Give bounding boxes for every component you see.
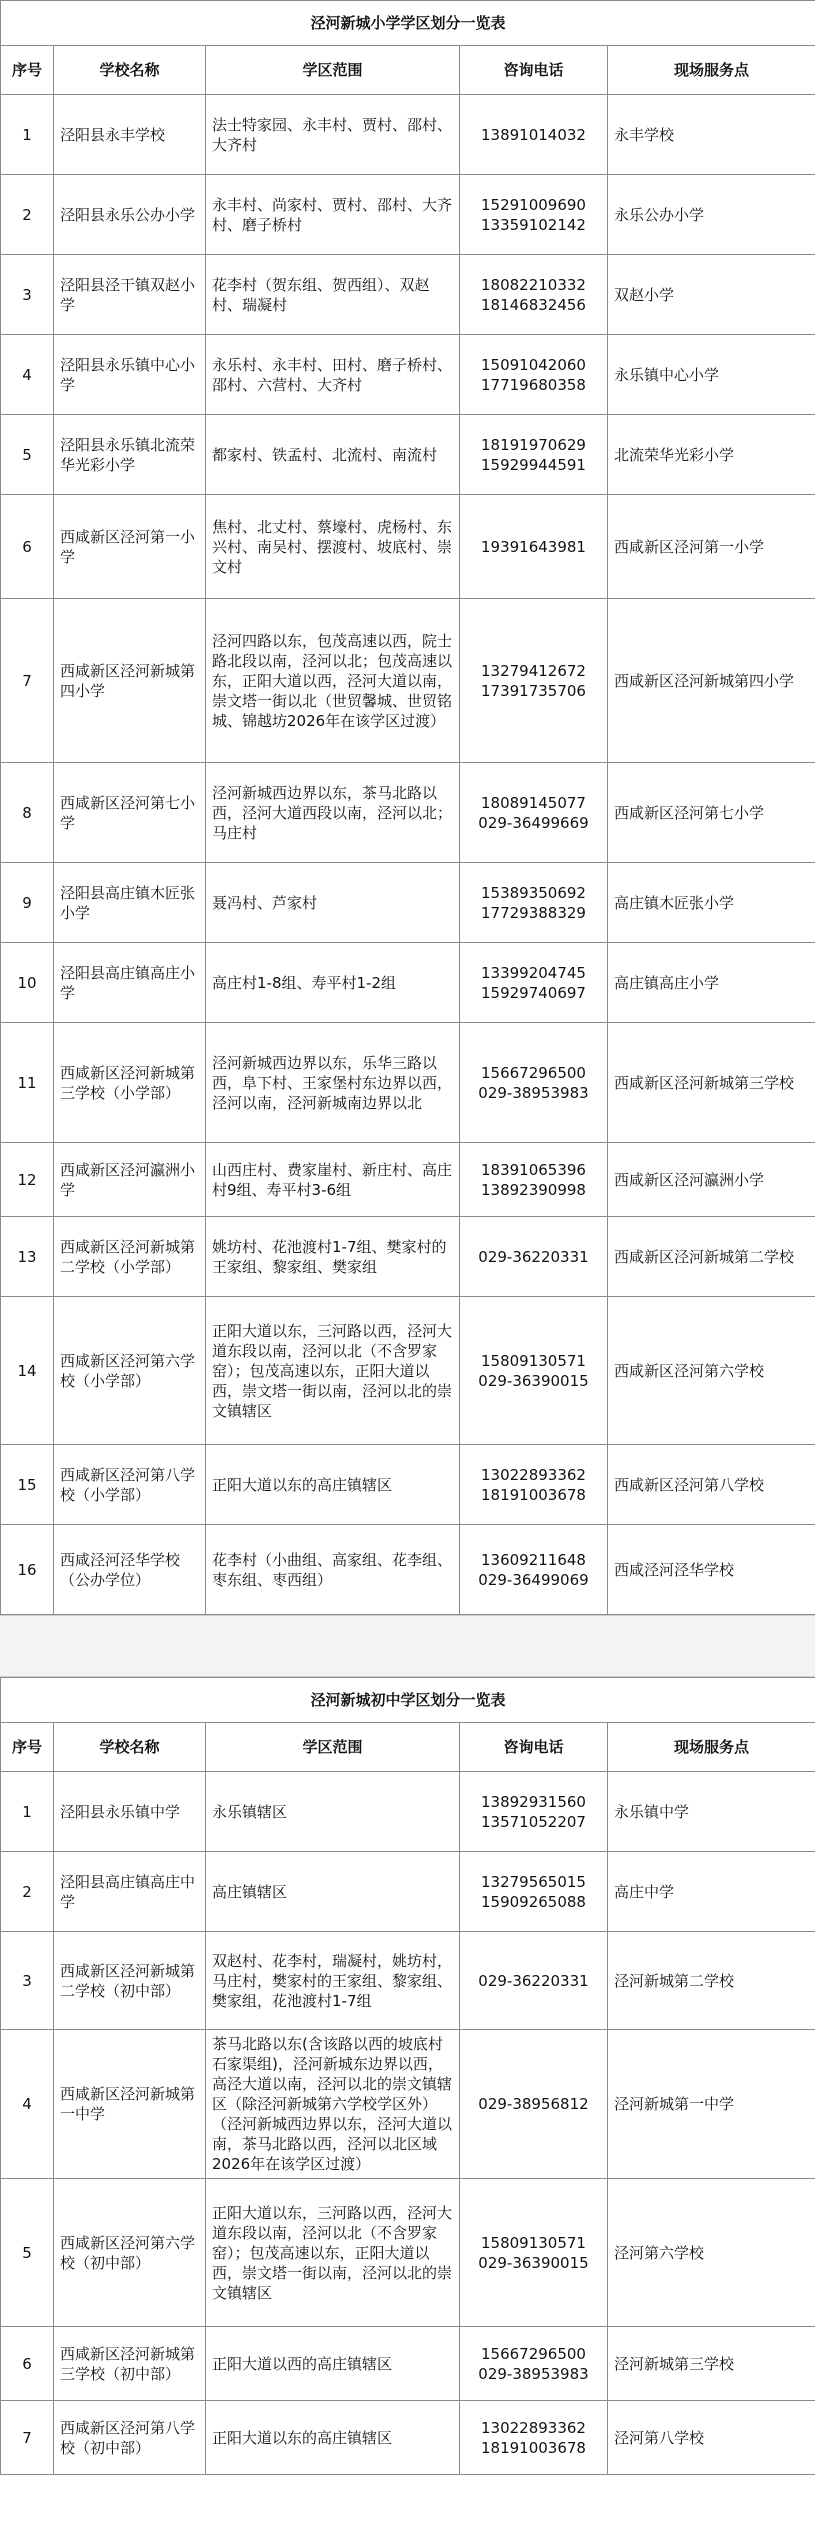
contact-phone: 13609211648 029-36499069 (460, 1525, 608, 1615)
district-range: 正阳大道以东，三河路以西，泾河大道东段以南，泾河以北（不含罗家窑）；包茂高速以东，正阳大道以西，崇文塔一街以南，泾河以北的崇文镇辖区 (206, 1297, 460, 1445)
table-row (1, 2179, 815, 2327)
district-range: 永乐村、永丰村、田村、磨子桥村、邵村、六营村、大齐村 (206, 335, 460, 415)
service-point: 西咸新区泾河瀛洲小学 (608, 1143, 815, 1217)
row-number: 7 (1, 2401, 54, 2475)
district-range: 花李村（贺东组、贺西组）、双赵村、瑞凝村 (206, 255, 460, 335)
header-point: 现场服务点 (608, 46, 815, 95)
table-row (1, 1525, 815, 1615)
service-point: 双赵小学 (608, 255, 815, 335)
school-name: 西咸新区泾河第六学校（小学部） (54, 1297, 206, 1445)
table-row (1, 1143, 815, 1217)
district-range: 高庄村1-8组、寿平村1-2组 (206, 943, 460, 1023)
table-row (1, 1772, 815, 1852)
district-range: 永丰村、尚家村、贾村、邵村、大齐村、磨子桥村 (206, 175, 460, 255)
school-name: 泾阳县泾干镇双赵小学 (54, 255, 206, 335)
table-row (1, 415, 815, 495)
header-phone: 咨询电话 (460, 46, 608, 95)
school-name: 西咸泾河泾华学校（公办学位） (54, 1525, 206, 1615)
contact-phone: 18089145077 029-36499669 (460, 763, 608, 863)
district-range: 法士特家园、永丰村、贾村、邵村、大齐村 (206, 95, 460, 175)
middle-table-title: 泾河新城初中学区划分一览表 (1, 1678, 815, 1723)
service-point: 泾河第六学校 (608, 2179, 815, 2327)
service-point: 泾河新城第三学校 (608, 2327, 815, 2401)
district-range: 聂冯村、芦家村 (206, 863, 460, 943)
table-row (1, 1445, 815, 1525)
district-range: 花李村（小曲组、高家组、花李组、枣东组、枣西组） (206, 1525, 460, 1615)
school-name: 泾阳县高庄镇高庄小学 (54, 943, 206, 1023)
table-row (1, 1297, 815, 1445)
district-range: 正阳大道以东，三河路以西，泾河大道东段以南，泾河以北（不含罗家窑）；包茂高速以东，正阳大道以西，崇文塔一街以南，泾河以北的崇文镇辖区 (206, 2179, 460, 2327)
service-point: 永丰学校 (608, 95, 815, 175)
service-point: 永乐公办小学 (608, 175, 815, 255)
school-name: 西咸新区泾河第八学校（小学部） (54, 1445, 206, 1525)
contact-phone: 15809130571 029-36390015 (460, 1297, 608, 1445)
contact-phone: 15667296500 029-38953983 (460, 2327, 608, 2401)
row-number: 6 (1, 2327, 54, 2401)
header-no: 序号 (1, 46, 54, 95)
district-range: 泾河新城西边界以东，乐华三路以西，阜下村、王家堡村东边界以西，泾河以南，泾河新城南边界以北 (206, 1023, 460, 1143)
service-point: 泾河第八学校 (608, 2401, 815, 2475)
service-point: 永乐镇中学 (608, 1772, 815, 1852)
service-point: 西咸新区泾河第八学校 (608, 1445, 815, 1525)
row-number: 9 (1, 863, 54, 943)
table-row (1, 95, 815, 175)
service-point: 西咸新区泾河新城第三学校 (608, 1023, 815, 1143)
school-name: 泾阳县永乐镇北流荣华光彩小学 (54, 415, 206, 495)
service-point: 西咸新区泾河第六学校 (608, 1297, 815, 1445)
table-row (1, 335, 815, 415)
contact-phone: 029-38956812 (460, 2030, 608, 2179)
middle-school-table (0, 1677, 815, 2475)
table-row (1, 1852, 815, 1932)
service-point: 永乐镇中心小学 (608, 335, 815, 415)
row-number: 12 (1, 1143, 54, 1217)
header-school: 学校名称 (54, 1723, 206, 1772)
district-range: 双赵村、花李村，瑞凝村，姚坊村，马庄村，樊家村的王家组、黎家组、樊家组，花池渡村1-7组 (206, 1932, 460, 2030)
school-name: 泾阳县高庄镇木匠张小学 (54, 863, 206, 943)
header-no: 序号 (1, 1723, 54, 1772)
header-school: 学校名称 (54, 46, 206, 95)
district-range: 正阳大道以东的高庄镇辖区 (206, 2401, 460, 2475)
row-number: 1 (1, 1772, 54, 1852)
district-range: 泾河新城西边界以东，茶马北路以西，泾河大道西段以南，泾河以北；马庄村 (206, 763, 460, 863)
district-range: 正阳大道以东的高庄镇辖区 (206, 1445, 460, 1525)
contact-phone: 19391643981 (460, 495, 608, 599)
primary-table-title: 泾河新城小学学区划分一览表 (1, 1, 815, 46)
service-point: 西咸新区泾河第七小学 (608, 763, 815, 863)
contact-phone: 029-36220331 (460, 1217, 608, 1297)
contact-phone: 13022893362 18191003678 (460, 1445, 608, 1525)
row-number: 5 (1, 2179, 54, 2327)
row-number: 3 (1, 255, 54, 335)
header-range: 学区范围 (206, 46, 460, 95)
school-name: 西咸新区泾河第七小学 (54, 763, 206, 863)
contact-phone: 029-36220331 (460, 1932, 608, 2030)
table-row (1, 863, 815, 943)
middle-header-row (1, 1723, 815, 1772)
header-phone: 咨询电话 (460, 1723, 608, 1772)
contact-phone: 18082210332 18146832456 (460, 255, 608, 335)
service-point: 西咸新区泾河第一小学 (608, 495, 815, 599)
row-number: 11 (1, 1023, 54, 1143)
contact-phone: 13892931560 13571052207 (460, 1772, 608, 1852)
service-point: 高庄镇木匠张小学 (608, 863, 815, 943)
row-number: 4 (1, 2030, 54, 2179)
contact-phone: 13279565015 15909265088 (460, 1852, 608, 1932)
row-number: 16 (1, 1525, 54, 1615)
row-number: 7 (1, 599, 54, 763)
row-number: 5 (1, 415, 54, 495)
district-range: 姚坊村、花池渡村1-7组、樊家村的王家组、黎家组、樊家组 (206, 1217, 460, 1297)
school-name: 西咸新区泾河第六学校（初中部） (54, 2179, 206, 2327)
table-row (1, 2401, 815, 2475)
contact-phone: 15667296500 029-38953983 (460, 1023, 608, 1143)
service-point: 高庄中学 (608, 1852, 815, 1932)
table-row (1, 943, 815, 1023)
table-row (1, 2030, 815, 2179)
contact-phone: 13022893362 18191003678 (460, 2401, 608, 2475)
school-name: 泾阳县永丰学校 (54, 95, 206, 175)
contact-phone: 13891014032 (460, 95, 608, 175)
school-name: 泾阳县永乐镇中心小学 (54, 335, 206, 415)
table-row (1, 599, 815, 763)
district-range: 茶马北路以东(含该路以西的坡底村石家渠组)，泾河新城东边界以西，高泾大道以南，泾河以北的崇文镇辖区（除泾河新城第六学校学区外）（泾河新城西边界以东，泾河大道以南，茶马北路以西，泾河以北区域2026年在该学区过渡） (206, 2030, 460, 2179)
district-range: 都家村、铁孟村、北流村、南流村 (206, 415, 460, 495)
district-range: 高庄镇辖区 (206, 1852, 460, 1932)
contact-phone: 15389350692 17729388329 (460, 863, 608, 943)
school-name: 西咸新区泾河新城第二学校（小学部） (54, 1217, 206, 1297)
service-point: 西咸新区泾河新城第四小学 (608, 599, 815, 763)
school-name: 西咸新区泾河新城第四小学 (54, 599, 206, 763)
row-number: 8 (1, 763, 54, 863)
table-row (1, 175, 815, 255)
district-range: 山西庄村、费家崖村、新庄村、高庄村9组、寿平村3-6组 (206, 1143, 460, 1217)
school-name: 泾阳县高庄镇高庄中学 (54, 1852, 206, 1932)
service-point: 泾河新城第一中学 (608, 2030, 815, 2179)
contact-phone: 13399204745 15929740697 (460, 943, 608, 1023)
contact-phone: 15091042060 17719680358 (460, 335, 608, 415)
row-number: 1 (1, 95, 54, 175)
district-range: 永乐镇辖区 (206, 1772, 460, 1852)
contact-phone: 18391065396 13892390998 (460, 1143, 608, 1217)
contact-phone: 18191970629 15929944591 (460, 415, 608, 495)
row-number: 14 (1, 1297, 54, 1445)
table-row (1, 495, 815, 599)
district-range: 焦村、北丈村、蔡壕村、虎杨村、东兴村、南吴村、摆渡村、坡底村、崇文村 (206, 495, 460, 599)
table-row (1, 763, 815, 863)
service-point: 西咸泾河泾华学校 (608, 1525, 815, 1615)
table-row (1, 1932, 815, 2030)
header-range: 学区范围 (206, 1723, 460, 1772)
table-row (1, 255, 815, 335)
school-name: 西咸新区泾河第一小学 (54, 495, 206, 599)
service-point: 高庄镇高庄小学 (608, 943, 815, 1023)
row-number: 4 (1, 335, 54, 415)
school-name: 泾阳县永乐镇中学 (54, 1772, 206, 1852)
table-row (1, 1217, 815, 1297)
school-name: 西咸新区泾河瀛洲小学 (54, 1143, 206, 1217)
service-point: 泾河新城第二学校 (608, 1932, 815, 2030)
row-number: 3 (1, 1932, 54, 2030)
table-row (1, 1023, 815, 1143)
table-row (1, 2327, 815, 2401)
service-point: 北流荣华光彩小学 (608, 415, 815, 495)
primary-header-row (1, 46, 815, 95)
table-separator (0, 1615, 815, 1677)
row-number: 13 (1, 1217, 54, 1297)
school-name: 西咸新区泾河新城第三学校（小学部） (54, 1023, 206, 1143)
district-range: 泾河四路以东，包茂高速以西，院士路北段以南，泾河以北；包茂高速以东，正阳大道以西，泾河大道以南，崇文塔一街以北（世贸馨城、世贸铭城、锦越坊2026年在该学区过渡） (206, 599, 460, 763)
contact-phone: 15291009690 13359102142 (460, 175, 608, 255)
school-name: 西咸新区泾河新城第二学校（初中部） (54, 1932, 206, 2030)
contact-phone: 15809130571 029-36390015 (460, 2179, 608, 2327)
school-name: 泾阳县永乐公办小学 (54, 175, 206, 255)
school-name: 西咸新区泾河第八学校（初中部） (54, 2401, 206, 2475)
row-number: 10 (1, 943, 54, 1023)
school-name: 西咸新区泾河新城第三学校（初中部） (54, 2327, 206, 2401)
district-range: 正阳大道以西的高庄镇辖区 (206, 2327, 460, 2401)
row-number: 2 (1, 1852, 54, 1932)
row-number: 6 (1, 495, 54, 599)
row-number: 2 (1, 175, 54, 255)
header-point: 现场服务点 (608, 1723, 815, 1772)
contact-phone: 13279412672 17391735706 (460, 599, 608, 763)
service-point: 西咸新区泾河新城第二学校 (608, 1217, 815, 1297)
row-number: 15 (1, 1445, 54, 1525)
school-name: 西咸新区泾河新城第一中学 (54, 2030, 206, 2179)
